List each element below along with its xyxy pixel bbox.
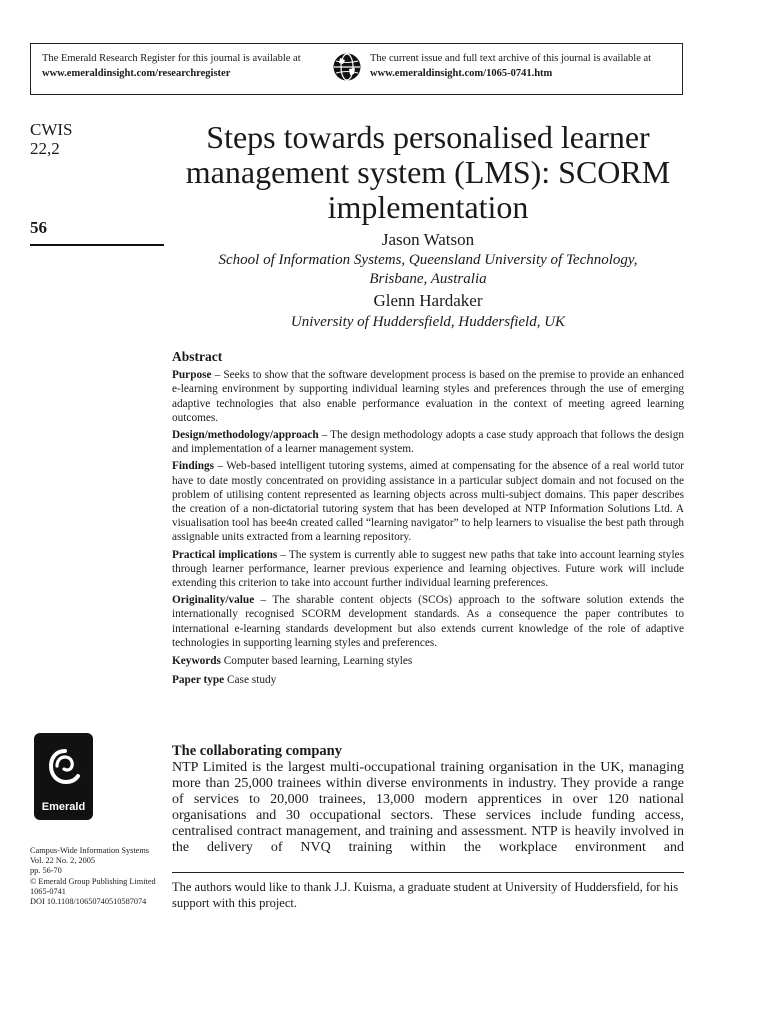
full-text-archive-link[interactable]: www.emeraldinsight.com/1065-0741.htm [370, 68, 553, 79]
keywords-label: Keywords [172, 655, 221, 668]
citation-pages: pp. 56-70 [30, 866, 62, 876]
design-label: Design/methodology/approach [172, 429, 319, 442]
abstract-design [172, 428, 684, 456]
journal-code-text: CWIS [30, 120, 73, 139]
article-title: Steps towards personalised learner management system (LMS): SCORM implementation [185, 119, 671, 225]
paper-type-label: Paper type [172, 674, 225, 687]
research-register-text: The Emerald Research Register for this journal is available at [42, 53, 301, 64]
author-name-2: Glenn Hardaker [373, 291, 483, 310]
citation-copyright: © Emerald Group Publishing Limited [30, 876, 156, 886]
journal-header-box [30, 43, 683, 95]
author-affiliation-2: University of Huddersfield, Huddersfield, UK [290, 314, 566, 330]
research-register-link[interactable]: www.emeraldinsight.com/researchregister [42, 68, 231, 79]
findings-text: – Web-based intelligent tutoring systems, aimed at compensating for the absence of a real world tutor have to date mostly concentrated on providing assistance in a particular subject domain and not focused on the problem of utilising content represented as learning objects across multi-subject domains. This paper describes the creation of a non-dictatorial tutoring system that has been developed at NTP Information Solutions Ltd. A visualisation tool has bee4n created called “learning navigator” to help learners to visualise the best path through assignable units extracted from a learning repository. [172, 460, 684, 544]
acknowledgement-footnote: The authors would like to thank J.J. Kuisma, a graduate student at University of Huddersfield, for his support with this project. [172, 880, 679, 910]
section-heading: The collaborating company [172, 743, 342, 759]
abstract-keywords [172, 654, 684, 668]
citation-issn: 1065-0741 [30, 886, 66, 896]
purpose-label: Purpose [172, 369, 212, 382]
abstract-findings [172, 459, 684, 544]
full-text-archive-notice [370, 51, 680, 81]
originality-label: Originality/value [172, 594, 255, 607]
journal-volume: 22,2 [30, 139, 60, 158]
paper-type-text: Case study [224, 674, 277, 687]
citation-journal: Campus-Wide Information Systems [30, 846, 150, 855]
journal-code [30, 120, 73, 158]
body-section [172, 743, 684, 856]
citation-doi: DOI 10.1108/10650740510587074 [30, 897, 147, 907]
practical-label: Practical implications [172, 548, 278, 561]
author-name-1: Jason Watson [381, 230, 475, 249]
originality-text: – The sharable content objects (SCOs) approach to the software solution extends the internationally recognised SCORM development standards. As a consequence the paper contributes to international e-learning standards development but also extends current knowledge of the role of adaptive technologies in supporting learning styles and preferences. [172, 594, 684, 649]
citation-volume: Vol. 22 No. 2, 2005 [30, 856, 96, 866]
author-affiliation-1a: School of Information Systems, Queensland University of Technology, [218, 252, 638, 268]
emerald-logo [34, 733, 93, 820]
research-register-notice [42, 51, 332, 81]
purpose-text: – Seeks to show that the software development process is based on the premise to provide an enhanced e-learning environment by supporting individual learning styles and preferences through the use of emerging adaptive technologies that also enable performance evaluation in the context of meeting agreed learning outcomes. [172, 369, 684, 424]
section-body: NTP Limited is the largest multi-occupational training organisation in the UK, managing more than 25,000 trainees within diverse environments in industry. They provide a range of services to 20,000 trainees, 13,000 modern apprentices in over 120 national organisations and 30 occupational sectors. These services include funding access, centralised contract management, and training and assessment. NTP is heavily involved in the delivery of NVQ training within the workplace environment and [172, 760, 684, 855]
emerald-e-icon [43, 742, 84, 790]
findings-label: Findings [172, 460, 215, 473]
abstract [172, 350, 684, 690]
abstract-paper-type [172, 673, 684, 687]
emerald-wordmark: Emerald [41, 801, 86, 813]
abstract-heading: Abstract [172, 349, 223, 364]
page-number-rule [30, 244, 164, 246]
full-text-archive-text: The current issue and full text archive of this journal is available at [370, 53, 652, 64]
globe-icon [332, 52, 362, 82]
abstract-practical [172, 548, 684, 591]
abstract-purpose [172, 368, 684, 425]
page-number: 56 [30, 218, 47, 237]
citation-block [30, 846, 170, 907]
abstract-originality [172, 593, 684, 650]
author-affiliation-1b: Brisbane, Australia [369, 271, 487, 287]
practical-text: – The system is currently able to suggest new paths that take into account learning styles through learner performance, learner previous experience and learning objectives. Future work will include extending this criterion to take into account further individual learning preferences. [172, 548, 685, 590]
design-text: – The design methodology adopts a case study approach that follows the design and implementation of a learner management system. [172, 429, 684, 456]
keywords-text: Computer based learning, Learning styles [220, 655, 413, 668]
footnote-rule [172, 872, 684, 873]
